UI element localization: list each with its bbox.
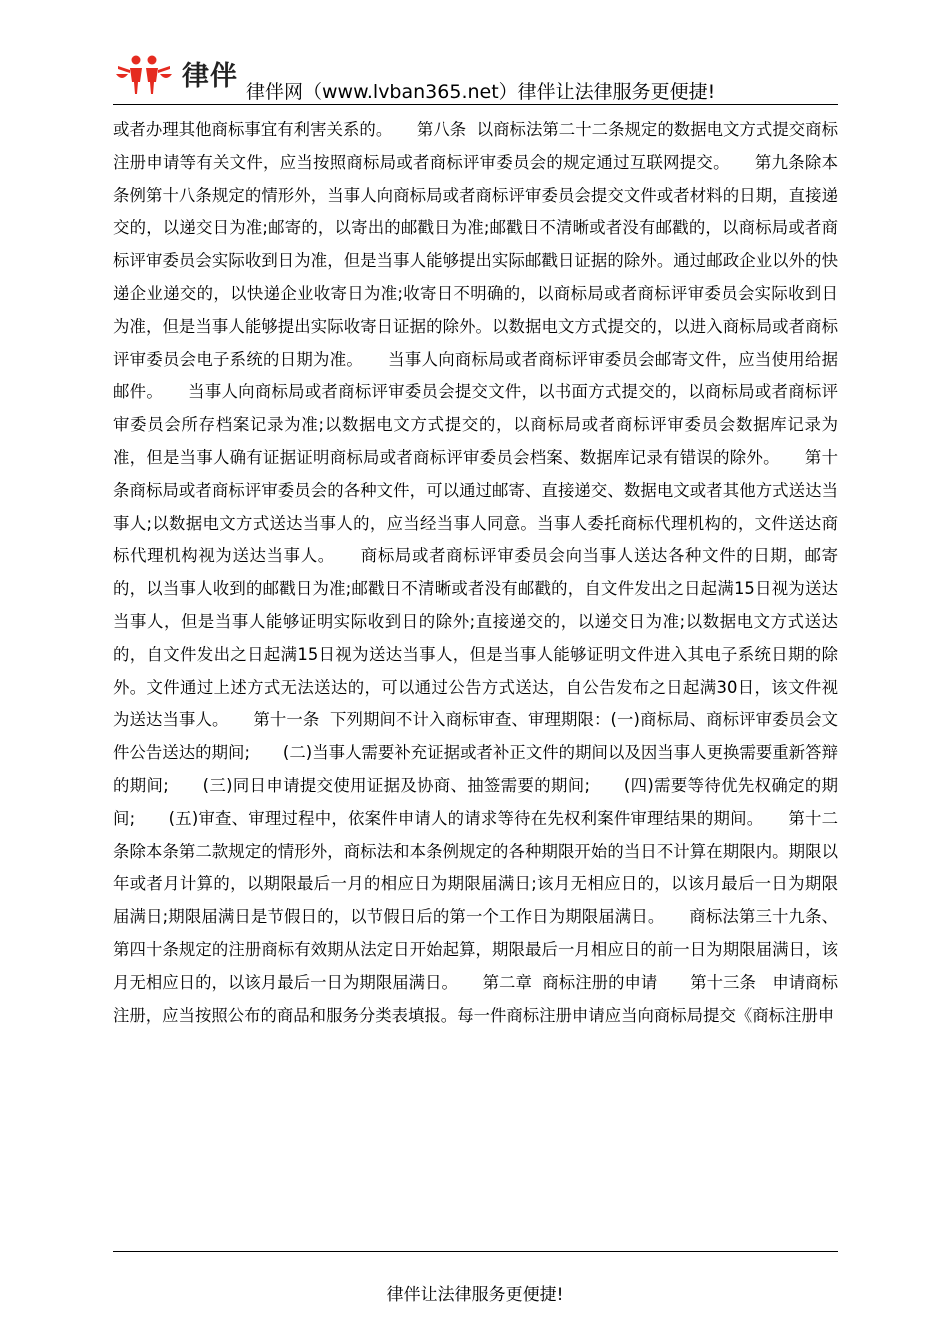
footer-tagline: 律伴让法律服务更便捷! xyxy=(386,1285,564,1305)
document-body xyxy=(113,114,838,1229)
logo-wordmark: 律伴 xyxy=(182,61,238,92)
page-header xyxy=(0,0,950,110)
body-paragraph: 或者办理其他商标事宜有利害关系的。 第八条 以商标法第二十二条规定的数据电文方式提交商标注册申请等有关文件，应当按照商标局或者商标评审委员会的规定通过互联网提交。 第九条除本条例第十八条规定的情形外，当事人向商标局或者商标评审委员会提交文件或者材料的日期，直接递交的，以递交日为准;邮寄的，以寄出的邮戳日为准;邮戳日不清晰或者没有邮戳的，以商标局或者商标评审委员会实际收到日为准，但是当事人能够提出实际邮戳日证据的除外。通过邮政企业以外的快递企业递交的，以快递企业收寄日为准;收寄日不明确的，以商标局或者商标评审委员会实际收到日为准，但是当事人能够提出实际收寄日证据的除外。以数据电文方式提交的，以进入商标局或者商标评审委员会电子系统的日期为准。 当事人向商标局或者商标评审委员会邮寄文件，应当使用给据邮件。 当事人向商标局或者商标评审委员会提交文件，以书面方式提交的，以商标局或者商标评审委员会所存档案记录为准;以数据电文方式提交的，以商标局或者商标评审委员会数据库记录为准，但是当事人确有证据证明商标局或者商标评审委员会档案、数据库记录有错误的除外。 第十条商标局或者商标评审委员会的各种文件，可以通过邮寄、直接递交、数据电文或者其他方式送达当事人;以数据电文方式送达当事人的，应当经当事人同意。当事人委托商标代理机构的，文件送达商标代理机构视为送达当事人。 商标局或者商标评审委员会向当事人送达各种文件的日期，邮寄的，以当事人收到的邮戳日为准;邮戳日不清晰或者没有邮戳的，自文件发出之日起满15日视为送达当事人，但是当事人能够证明实际收到日的除外;直接递交的，以递交日为准;以数据电文方式送达的，自文件发出之日起满15日视为送达当事人，但是当事人能够证明文件进入其电子系统日期的除外。文件通过上述方式无法送达的，可以通过公告方式送达，自公告发布之日起满30日，该文件视为送达当事人。 第十一条 下列期间不计入商标审查、审理期限：(一)商标局、商标评审委员会文件公告送达的期间; (二)当事人需要补充证据或者补正文件的期间以及因当事人更换需要重新答辩的期间; (三)同日申请提交使用证据及协商、抽签需要的期间; (四)需要等待优先权确定的期间; (五)审查、审理过程中，依案件申请人的请求等待在先权利案件审理结果的期间。 第十二条除本条第二款规定的情形外，商标法和本条例规定的各种期限开始的当日不计算在期限内。期限以年或者月计算的，以期限最后一月的相应日为期限届满日;该月无相应日的，以该月最后一日为期限届满日;期限届满日是节假日的，以节假日后的第一个工作日为期限届满日。 商标法第三十九条、第四十条规定的注册商标有效期从法定日开始起算，期限最后一月相应日的前一日为期限届满日，该月无相应日的，以该月最后一日为期限届满日。 第二章 商标注册的申请 第十三条 申请商标注册，应当按照公布的商品和服务分类表填报。每一件商标注册申请应当向商标局提交《商标注册申 xyxy=(113,120,838,1025)
footer-divider xyxy=(113,1251,838,1252)
header-tagline: 律伴网（www.lvban365.net）律伴让法律服务更便捷! xyxy=(246,81,716,103)
header-divider xyxy=(113,104,838,105)
